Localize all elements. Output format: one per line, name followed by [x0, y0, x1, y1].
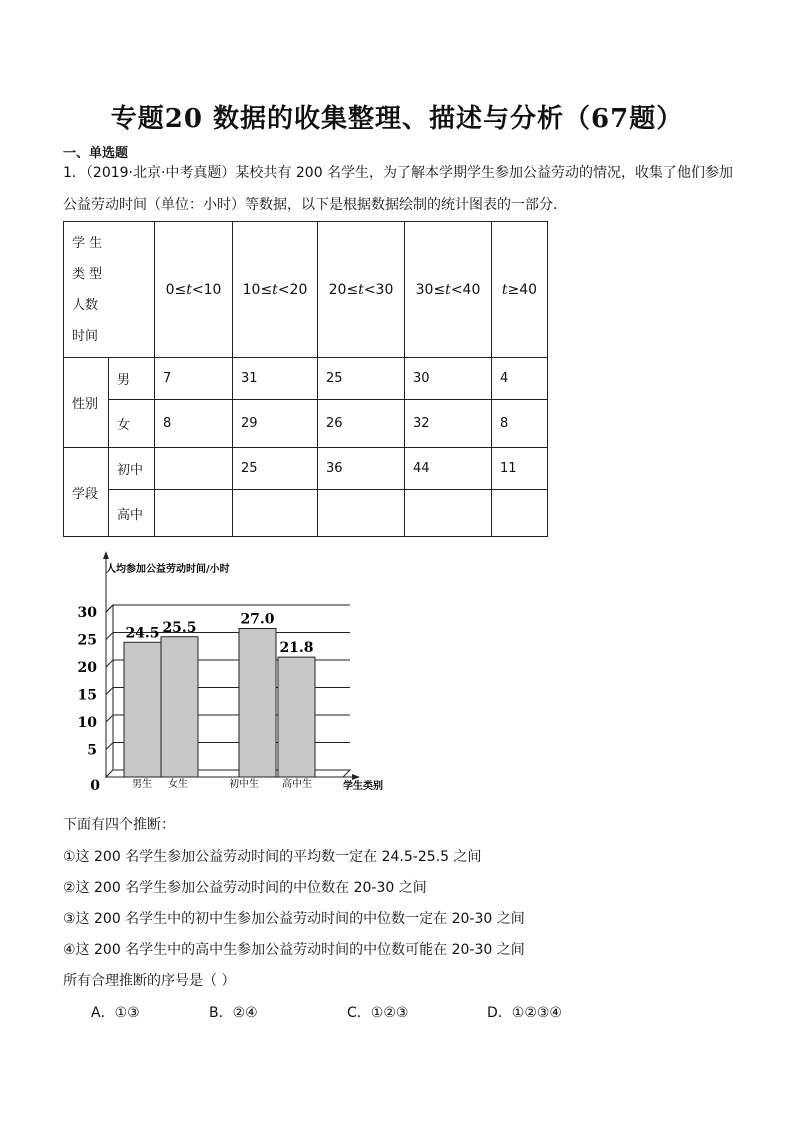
x-category-label: 高中生: [282, 779, 312, 790]
table-row: [64, 448, 548, 490]
bar-value-label: 24.5: [125, 625, 160, 642]
bar-chart: [60, 548, 400, 798]
y-axis-title: 人均参加公益劳动时间/小时: [106, 564, 230, 575]
table-cell: 4: [492, 358, 548, 400]
statement-4: ④这 200 名学生中的高中生参加公益劳动时间的中位数可能在 20-30 之间: [63, 942, 525, 958]
row-label-junior: 初中: [109, 448, 155, 490]
range-header-20-30: 20≤t<30: [318, 222, 405, 358]
table-cell: 11: [492, 448, 548, 490]
bar-value-label: 27.0: [240, 611, 275, 628]
table-cell: 29: [233, 400, 318, 448]
inference-intro: 下面有四个推断：: [63, 817, 175, 833]
question-prompt: 所有合理推断的序号是（ ）: [63, 973, 236, 989]
x-axis-arrow: [352, 774, 360, 780]
row-label-male: 男: [109, 358, 155, 400]
y-tick-label: 20: [77, 660, 97, 676]
range-header-40-plus: t≥40: [492, 222, 548, 358]
range-header-30-40: 30≤t<40: [405, 222, 492, 358]
table-corner-header: [64, 222, 155, 358]
frequency-table: [63, 221, 548, 537]
x-category-label: 女生: [168, 779, 188, 790]
table-row: [64, 358, 548, 400]
table-cell: [155, 448, 233, 490]
table-cell: 26: [318, 400, 405, 448]
section-label: 一、单选题: [63, 146, 129, 161]
statement-3: ③这 200 名学生中的初中生参加公益劳动时间的中位数一定在 20-30 之间: [63, 911, 525, 927]
bar: [278, 657, 315, 777]
bar-value-label: 25.5: [162, 619, 197, 636]
table-cell: [492, 490, 548, 537]
header-line-student: 学 生: [72, 235, 103, 251]
table-cell: [155, 490, 233, 537]
option-c[interactable]: C．①②③: [347, 1005, 409, 1021]
y-tick-label: 10: [77, 715, 97, 731]
y-axis-arrow: [103, 551, 109, 559]
table-cell: 7: [155, 358, 233, 400]
page-title: 专题20 数据的收集整理、描述与分析（67题）: [110, 104, 684, 134]
gridline: [106, 605, 350, 612]
bar: [239, 629, 276, 778]
bar-value-label: 21.8: [279, 640, 314, 657]
row-label-female: 女: [109, 400, 155, 448]
table-cell: 30: [405, 358, 492, 400]
table-cell: [233, 490, 318, 537]
statement-1: ①这 200 名学生参加公益劳动时间的平均数一定在 24.5-25.5 之间: [63, 849, 482, 865]
table-row: [64, 400, 548, 448]
table-cell: [318, 490, 405, 537]
table-cell: 25: [233, 448, 318, 490]
option-d[interactable]: D．①②③④: [487, 1005, 562, 1021]
statement-2: ②这 200 名学生参加公益劳动时间的中位数在 20-30 之间: [63, 880, 427, 896]
bar: [161, 637, 198, 777]
table-cell: 36: [318, 448, 405, 490]
x-category-label: 初中生: [229, 779, 259, 790]
header-line-count: 人数: [72, 297, 99, 313]
y-tick-label: 15: [77, 687, 97, 704]
x-category-label: 男生: [132, 779, 152, 790]
y-tick-label: 30: [77, 605, 97, 621]
range-header-0-10: 0≤t<10: [155, 222, 233, 358]
table-row: [64, 490, 548, 537]
header-line-type: 类 型: [72, 266, 103, 282]
row-label-senior: 高中: [109, 490, 155, 537]
y-tick-label: 0: [90, 778, 100, 794]
header-line-time: 时间: [72, 328, 99, 344]
y-tick-label: 5: [87, 742, 97, 759]
y-tick-label: 25: [77, 632, 97, 649]
question-stem-line-2: 公益劳动时间（单位：小时）等数据，以下是根据数据绘制的统计图表的一部分．: [63, 197, 567, 213]
table-cell: 8: [155, 400, 233, 448]
table-cell: 8: [492, 400, 548, 448]
table-cell: 31: [233, 358, 318, 400]
option-b[interactable]: B．②④: [209, 1005, 258, 1021]
range-header-10-20: 10≤t<20: [233, 222, 318, 358]
option-a[interactable]: A．①③: [91, 1005, 140, 1021]
question-stem-line-1: 1．（2019·北京·中考真题）某校共有 200 名学生，为了解本学期学生参加公益劳动的情况，收集了他们参加: [63, 165, 734, 181]
table-cell: 25: [318, 358, 405, 400]
group-stage-label: 学段: [64, 448, 109, 537]
table-cell: 44: [405, 448, 492, 490]
group-gender-label: 性别: [64, 358, 109, 448]
x-axis-title: 学生类别: [343, 781, 383, 792]
table-cell: [405, 490, 492, 537]
bar: [124, 642, 161, 777]
table-cell: 32: [405, 400, 492, 448]
